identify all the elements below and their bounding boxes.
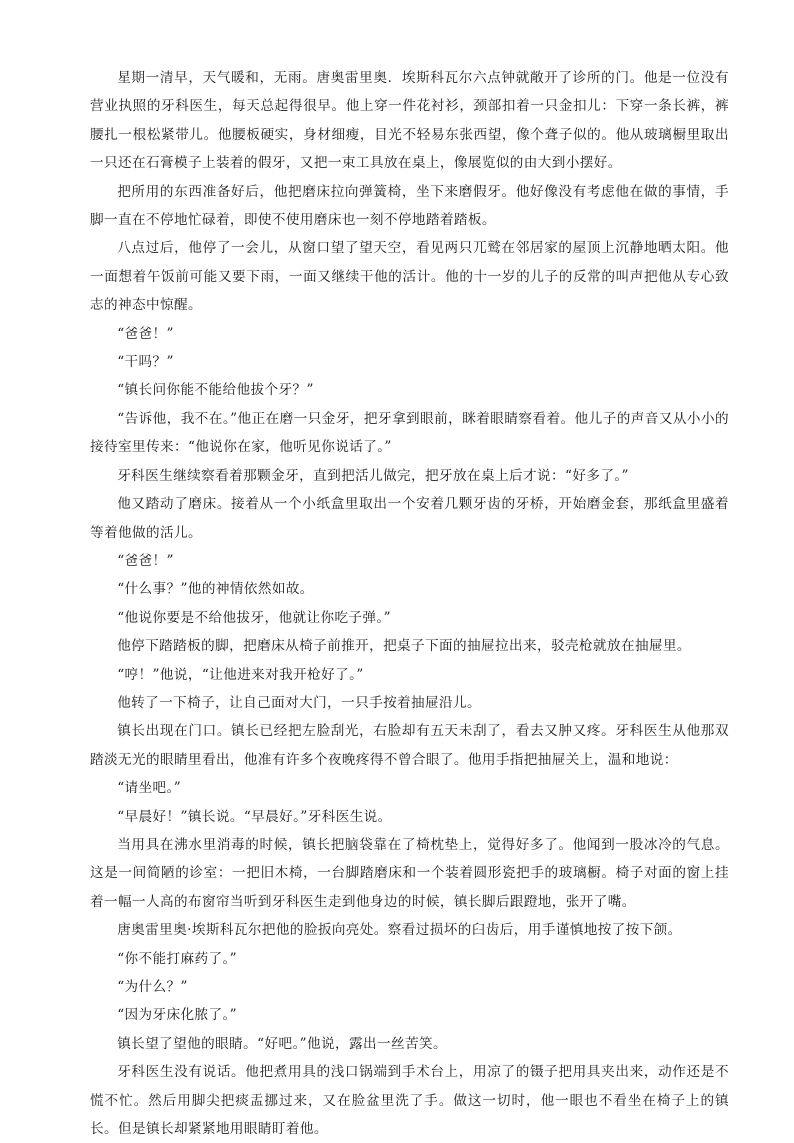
dialogue-line: “他说你要是不给他拔牙，他就让你吃子弹。” xyxy=(117,609,391,626)
dialogue-line: “爸爸！” xyxy=(117,552,174,569)
paragraph: 唐奥雷里奥·埃斯科瓦尔把他的脸扳向亮处。察看过损坏的臼齿后，用手谨慎地按了按下颌。 xyxy=(117,922,682,939)
dialogue-line: “为什么？” xyxy=(117,979,188,995)
dialogue-line: “镇长问你能不能给他拔个牙？” xyxy=(117,382,314,399)
paragraph: 八点过后，他停了一会儿，从窗口望了望天空，看见两只兀鹫在邻居家的屋顶上沉静地晒太阳。他一面想着午饭前可能又要下雨，一面又继续干他的活计。他的十一岁的儿子的反常的叫声把他从专心致志的神态中惊醒。 xyxy=(90,240,729,314)
paragraph: 镇长望了望他的眼睛。“好吧。”他说，露出一丝苦笑。 xyxy=(117,1035,447,1052)
paragraph: 当用具在沸水里消毒的时候，镇长把脑袋靠在了椅枕垫上，觉得好多了。他闻到一股冰冷的气息。这是一间简陋的诊室：一把旧木椅，一台脚踏磨床和一个装着圆形瓷把手的玻璃橱。椅子对面的窗上挂着一幅一人高的布窗帘当听到牙科医生走到他身边的时候，镇长脚后跟蹬地，张开了嘴。 xyxy=(90,836,729,910)
paragraph: 牙科医生继续察看着那颗金牙，直到把活儿做完，把牙放在桌上后才说：“好多了。” xyxy=(117,467,629,484)
paragraph: 星期一清早，天气暖和，无雨。唐奥雷里奥．埃斯科瓦尔六点钟就敞开了诊所的门。他是一位没有营业执照的牙科医生，每天总起得很早。他上穿一件花衬衫，颈部扣着一只金扣儿：下穿一条长裤，裤腰扎一根松紧带儿。他腰板硬实，身材细瘦，目光不轻易东张西望，像个聋子似的。他从玻璃橱里取出一只还在石膏模子上装着的假牙，又把一束工具放在桌上，像展览似的由大到小摆好。 xyxy=(90,70,729,172)
paragraph: “告诉他，我不在。”他正在磨一只金牙，把牙拿到眼前，眯着眼睛察看着。他儿子的声音又从小小的接待室里传来：“他说你在家，他听见你说话了。” xyxy=(90,410,729,456)
dialogue-line: “早晨好！”镇长说。“早晨好。”牙科医生说。 xyxy=(117,808,392,825)
paragraph: 把所用的东西准备好后，他把磨床拉向弹簧椅，坐下来磨假牙。他好像没有考虑他在做的事情，手脚一直在不停地忙碌着，即使不使用磨床也一刻不停地踏着踏板。 xyxy=(90,183,729,229)
paragraph: 他转了一下椅子，让自己面对大门，一只手按着抽屉沿儿。 xyxy=(117,694,482,711)
dialogue-line: “请坐吧。” xyxy=(117,780,182,797)
dialogue-line: “干吗？” xyxy=(117,354,174,371)
dialogue-line: “爸爸！” xyxy=(117,325,174,342)
dialogue-line: “什么事？”他的神情依然如故。 xyxy=(117,581,314,598)
dialogue-line: “哼！”他说，“让他进来对我开枪好了。” xyxy=(117,666,364,683)
paragraph: 他又踏动了磨床。接着从一个小纸盒里取出一个安着几颗牙齿的牙桥，开始磨金套，那纸盒里盛着等着他做的活儿。 xyxy=(90,496,729,541)
paragraph: 镇长出现在门口。镇长已经把左脸刮光，右脸却有五天未刮了，看去又肿又疼。牙科医生从他那双踏淡无光的眼睛里看出，他准有许多个夜晚疼得不曾合眼了。他用手指把抽屉关上，温和地说： xyxy=(90,723,729,768)
paragraph: 他停下踏踏板的脚，把磨床从椅子前推开，把桌子下面的抽屉拉出来，驳壳枪就放在抽屉里。 xyxy=(117,638,691,655)
dialogue-line: “你不能打麻药了。” xyxy=(117,950,238,967)
dialogue-line: “因为牙床化脓了。” xyxy=(117,1007,238,1024)
paragraph: 牙科医生没有说话。他把煮用具的浅口锅端到手术台上，用凉了的镊子把用具夹出来，动作还是不慌不忙。然后用脚尖把痰盂挪过来，又在脸盆里洗了手。做这一切时，他一眼也不看坐在椅子上的镇长。但是镇长却紧紧地用眼睛盯着他。 xyxy=(90,1064,729,1138)
